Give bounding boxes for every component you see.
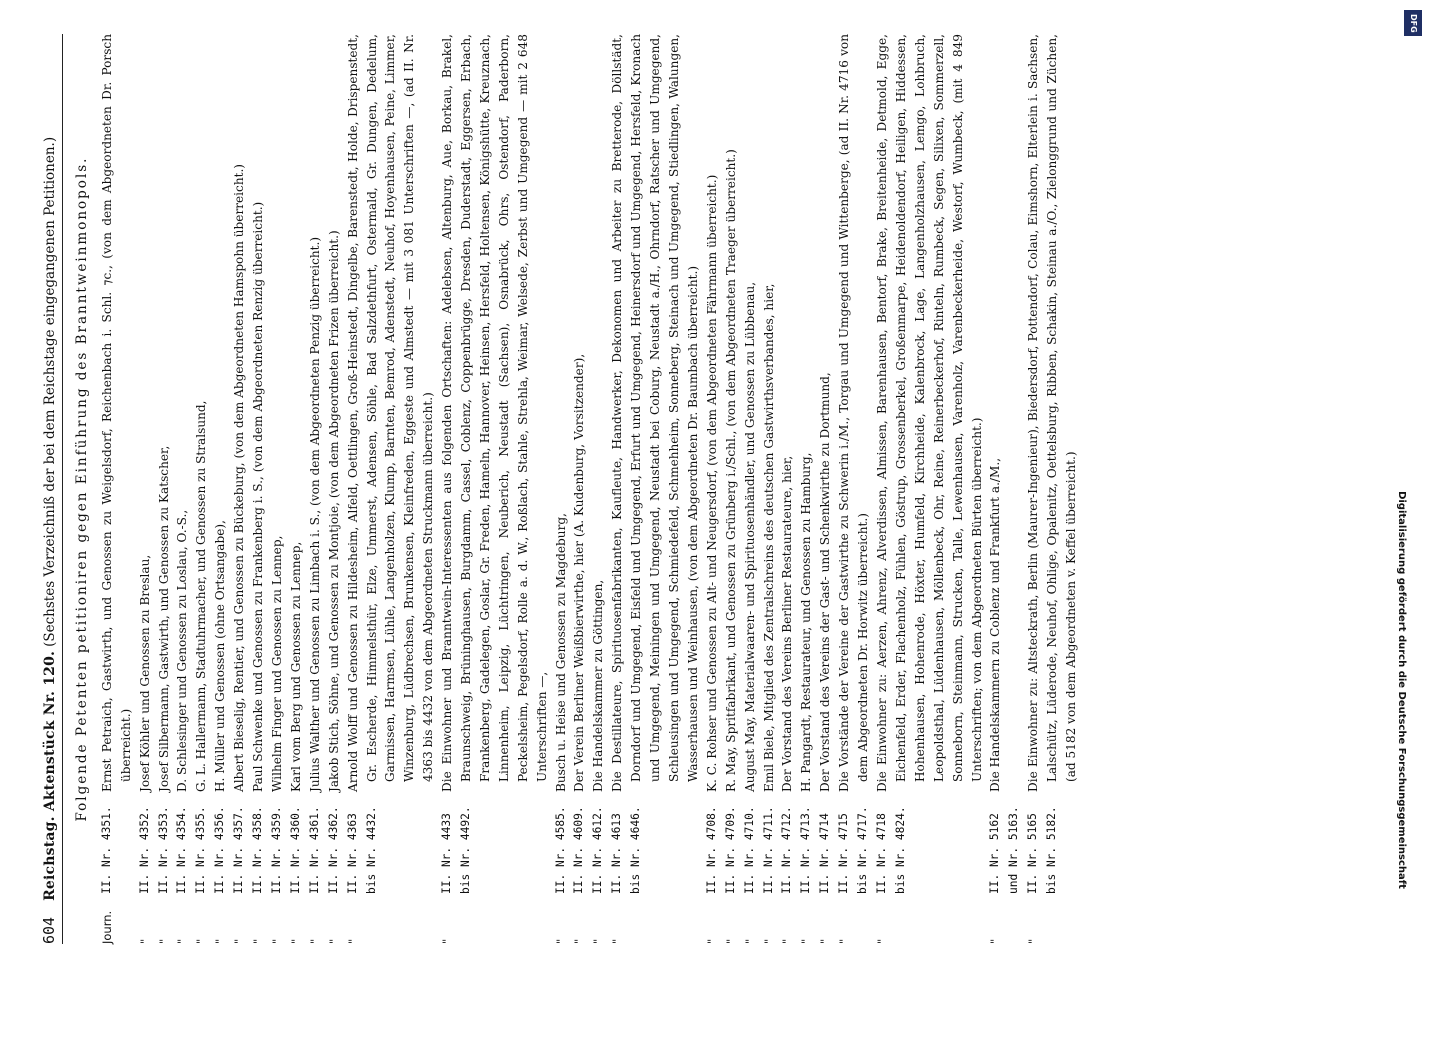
petition-entry bbox=[136, 34, 155, 944]
petition-number: II. Nr. 4351. bbox=[99, 806, 113, 894]
petition-number: II. Nr. 4715 bis Nr. 4717. bbox=[837, 806, 870, 894]
journal-label: " bbox=[818, 938, 833, 944]
petitioner-text: G. L. Hallermann, Stadtuhrmacher, und Genossen zu Stralsund, bbox=[194, 400, 209, 792]
journal-label: Journ. bbox=[99, 910, 114, 944]
page-title: Reichstag. Aktenstück Nr. 120. bbox=[42, 650, 58, 901]
page-number: 604 bbox=[40, 916, 58, 944]
petition-number: II. Nr. 4709. bbox=[723, 806, 737, 894]
petition-entry bbox=[589, 34, 608, 944]
journal-label: " bbox=[232, 938, 247, 944]
journal-label: " bbox=[326, 938, 341, 944]
petition-entry bbox=[211, 34, 230, 944]
journal-label: " bbox=[591, 938, 606, 944]
digitization-watermark bbox=[1396, 0, 1424, 1000]
petitioner-text: Emil Biele, Mitglied des Zentralschreins des deutschen Gastwirthsverbandes, hier, bbox=[761, 283, 776, 792]
petition-number: II. Nr. 4708. bbox=[704, 806, 718, 894]
petition-number: II. Nr. 4355. bbox=[194, 806, 208, 894]
journal-label: " bbox=[874, 938, 889, 944]
journal-label: " bbox=[156, 938, 171, 944]
petitioner-text: Die Einwohner und Branntwein-Interessenten aus folgenden Ortschaften: Adelebsen, Altenburg, Aue, Borkau, Brakel, Braunschweig, Brüninghausen, Burgdamm, Cassel, Coblenz, Coppenbrügge, Dresden, Duderstadt, Eggersen, Erbach, Frankenberg, Gadelegen, Goslar, Gr. Freden, Hameln, Hannover, Heinsen, Hersfeld, Holtensen, Königshütte, Kreuznach, Linnenheim, Leipzig, Lüchtringen, Neuberich, Neustadt (Sachsen), Osnabrück, Ohrs, Ostendorf, Paderborn, Peckelsheim, Pegelsdorf, Rolle a. d. W., Roßlach, Stahle, Strehla, Weimar, Welsede, Zerbst und Umgegend — mit 2 648 Unterschriften —, bbox=[440, 34, 549, 792]
petition-entry bbox=[325, 34, 344, 944]
petition-number: II. Nr. 4612. bbox=[591, 806, 605, 894]
petitioner-text: Arnold Wolff und Genossen zu Hildesheim, Alfeld, Oettlingen, Groß-Heinstedt, Dingelbe, Barenstedt, Holde, Drispenstedt, Gr. Escherde, Himmelsthür, Elze, Ummerst, Adensen, Söhle, Bad Salzdethfurt, Ostermald, Gr. Dungen, Dedelum, Garmissen, Harmsen, Lühle, Langenholzen, Klump, Barnten, Bemrod, Adenstedt, Neuhof, Hoyenhausen, Peine, Limmer, Winzenburg, Lüdbrechsen, Brunkensen, Kleinfreden, Eggeste und Almstedt — mit 3 081 Unterschriften —, (ad II. Nr. 4363 bis 4432 von dem Abgeordneten Struckmann überreicht.) bbox=[345, 34, 436, 792]
journal-label: " bbox=[799, 938, 814, 944]
journal-label: " bbox=[837, 938, 852, 944]
petitioner-text: Der Verein Berliner Weißbierwirthe, hier (A. Kudenburg, Vorsitzender), bbox=[572, 353, 587, 792]
petition-number: II. Nr. 4353. bbox=[156, 806, 170, 894]
petition-number: II. Nr. 4359. bbox=[269, 806, 283, 894]
journal-label: " bbox=[288, 938, 303, 944]
petitioner-text: Jakob Stich, Söhne, und Genossen zu Montjoie, (von dem Abgeordneten Frizen überreicht.) bbox=[326, 230, 341, 792]
petition-entry bbox=[173, 34, 192, 944]
journal-label: " bbox=[137, 938, 152, 944]
petition-entry bbox=[249, 34, 268, 944]
petition-entry bbox=[268, 34, 287, 944]
petition-number: II. Nr. 4718 bis Nr. 4824. bbox=[874, 806, 907, 894]
journal-label: " bbox=[175, 938, 190, 944]
petition-number: II. Nr. 4361. bbox=[307, 806, 321, 894]
petitioner-text: Die Vorstände der Vereine der Gastwirthe zu Schwerin i./M., Torgau und Umgegend und Wittenberge, (ad II. Nr. 4716 von dem Abgeordneten Dr. Horwitz überreicht.) bbox=[837, 34, 871, 792]
petition-number: II. Nr. 4433 bis Nr. 4492. bbox=[440, 806, 473, 894]
petition-entry bbox=[306, 34, 325, 944]
petitioner-text: Josef Silbermann, Gastwirth, und Genossen zu Katscher, bbox=[156, 445, 171, 792]
petitioner-text: Karl vom Berg und Genossen zu Lennep, bbox=[288, 541, 303, 792]
page-subtitle: (Sechstes Verzeichniß der bei dem Reichstage eingegangenen Petitionen.) bbox=[42, 136, 58, 647]
petitioner-text: Die Destillateure, Spirituosenfabrikanten, Kaufleute, Handwerker, Dekonomen und Arbeiter zu Bretterode, Döllstädt, Dorndorf und Umgegend, Eisfeld und Umgegend, Erfurt und Umgegend, Heinersdorf und Umgegend, Hersfeld, Kronach und Umgegend, Meiningen und Umgegend, Neustadt bei Coburg, Neustadt a./H., Ohrndorf, Ratscher und Umgegend, Schleusingen und Umgegend, Schmiedefeld, Schmehheim, Sonneberg, Steinach und Umgegend, Stiedlingen, Walungen, Wasserhausen und Weinhausen, (von dem Abgeordneten Dr. Baumbach überreicht.) bbox=[610, 34, 700, 792]
petition-entry bbox=[741, 34, 760, 944]
journal-label: " bbox=[553, 938, 568, 944]
petition-entry bbox=[760, 34, 779, 944]
petition-entry bbox=[1024, 34, 1081, 944]
petition-entry bbox=[230, 34, 249, 944]
petition-entry bbox=[986, 34, 1024, 944]
journal-label: " bbox=[345, 938, 360, 944]
petition-number: II. Nr. 4352. bbox=[137, 806, 151, 894]
petition-entry bbox=[797, 34, 816, 944]
journal-label: " bbox=[780, 938, 795, 944]
petition-entry bbox=[287, 34, 306, 944]
petition-number: II. Nr. 4358. bbox=[251, 806, 265, 894]
journal-label: " bbox=[1026, 938, 1041, 944]
petitioner-text: Die Einwohner zu: Altsteckrath, Berlin (Maurer-Ingenieur), Biedersdorf, Pottendorf, Colau, Eimshorn, Elterlein i. Sachsen, Lalschütz, Lüderode, Neuhof, Ohlige, Opalenitz, Oettelsburg, Ribben, Schakin, Steinau a./O., Zielonggrund und Züchen, (ad 5182 von dem Abgeordneten v. Keffel überreicht.) bbox=[1026, 34, 1079, 792]
petitioner-text: Die Handelskammer zu Göttingen, bbox=[591, 579, 606, 792]
petition-number: II. Nr. 4710. bbox=[742, 806, 756, 894]
journal-label: " bbox=[723, 938, 738, 944]
petitioner-text: Wilhelm Finger und Genossen zu Lennep, bbox=[269, 535, 284, 792]
journal-label: " bbox=[269, 938, 284, 944]
petition-entry bbox=[608, 34, 703, 944]
petition-entry bbox=[98, 34, 136, 944]
petitioner-text: Paul Schwenke und Genossen zu Frankenberg i. S., (von dem Abgeordneten Renzig überreicht.) bbox=[251, 201, 266, 792]
petitioner-text: August May, Materialwaaren- und Spirituosenhändler, und Genossen zu Lübbenau, bbox=[742, 281, 757, 792]
petition-number: II. Nr. 4354. bbox=[175, 806, 189, 894]
petitioner-text: Der Vorstand des Vereins Berliner Restaurateure, hier, bbox=[780, 455, 795, 792]
journal-label: " bbox=[213, 938, 228, 944]
section-heading: Folgende Petenten petitioniren gegen Einführung des Branntweinmonopols. bbox=[73, 156, 90, 822]
petition-number: II. Nr. 4713. bbox=[799, 806, 813, 894]
petitioner-text: Busch u. Heise und Genossen zu Magdeburg, bbox=[553, 513, 568, 792]
petitioner-text: Die Handelskammern zu Coblenz und Frankfurt a./M., bbox=[988, 457, 1003, 792]
petition-entry bbox=[722, 34, 741, 944]
journal-label: " bbox=[440, 938, 455, 944]
petition-entry bbox=[552, 34, 571, 944]
journal-label: " bbox=[251, 938, 266, 944]
petitioner-text: R. May, Spritfabrikant, und Genossen zu Grünberg i./Schl., (von dem Abgeordneten Traeger überreicht.) bbox=[723, 149, 738, 792]
journal-label: " bbox=[194, 938, 209, 944]
petition-entry bbox=[344, 34, 439, 944]
petition-entry bbox=[192, 34, 211, 944]
journal-label: " bbox=[988, 938, 1003, 944]
petition-number: II. Nr. 5162 und Nr. 5163. bbox=[988, 806, 1021, 894]
petition-number: II. Nr. 4363 bis Nr. 4432. bbox=[345, 806, 378, 894]
petition-number: II. Nr. 4356. bbox=[213, 806, 227, 894]
petitioner-text: D. Schlesinger und Genossen zu Loslau, O.-S., bbox=[175, 509, 190, 792]
petition-number: II. Nr. 4362. bbox=[326, 806, 340, 894]
petitioner-text: Josef Köhler und Genossen zu Breslau, bbox=[137, 554, 152, 792]
petition-number: II. Nr. 4712. bbox=[780, 806, 794, 894]
petition-number: II. Nr. 4714 bbox=[818, 813, 832, 894]
petition-entry bbox=[438, 34, 551, 944]
journal-label: " bbox=[610, 938, 625, 944]
journal-label: " bbox=[572, 938, 587, 944]
petition-list bbox=[98, 34, 1081, 944]
petitioner-text: Ernst Petraich, Gastwirth, und Genossen zu Weigelsdorf, Reichenbach i. Schl. ⁊c., (von dem Abgeordneten Dr. Porsch überreicht.) bbox=[99, 34, 133, 792]
petitioner-text: Der Vorstand des Vereins der Gast- und Schenkwirthe zu Dortmund, bbox=[818, 372, 833, 792]
petitioner-text: Julius Walther und Genossen zu Limbach i. S., (von dem Abgeordneten Penzig überreicht.) bbox=[307, 236, 322, 792]
petition-number: II. Nr. 4711. bbox=[761, 806, 775, 894]
petitioner-text: H. Müller und Genossen (ohne Ortsangabe), bbox=[213, 520, 228, 792]
petitioner-text: Die Einwohner zu: Aerzen, Ahrenz, Alverdissen, Almissen, Barenhausen, Bentorf, Brake, Breitenheide, Detmold, Egge, Eichenfeld, Erder, Flachenholz, Fühlen, Göstrup, Grossenberkel, Großenmarpe, Heidenoldendorf, Heiligen, Hiddessen, Hohenhausen, Hohenrode, Höxter, Humfeld, Kirchheide, Kalenbrock, Lage, Langenholzhausen, Lemgo, Lohbruch, Leopoldsthal, Lüdenhausen, Möllenbeck, Ohr, Reine, Reinerbeckerhof, Rinteln, Rumbeck, Segen, Silixen, Sommerzell, Sonneborn, Steinmann, Strucken, Talle, Lewenhausen, Varenholz, Varenbeckerheide, Westorf, Wumbeck, (mit 4 849 Unterschriften; von dem Abgeordneten Bürten überreicht.) bbox=[874, 34, 984, 792]
petition-entry bbox=[835, 34, 873, 944]
petition-entry bbox=[816, 34, 835, 944]
page-header bbox=[40, 34, 63, 944]
petitioner-text: Albert Bieselig, Rentier, und Genossen zu Bückeburg, (von dem Abgeordneten Hamspohn überreicht.) bbox=[232, 163, 247, 792]
petition-number: II. Nr. 4585. bbox=[553, 806, 567, 894]
petition-entry bbox=[778, 34, 797, 944]
petition-number: II. Nr. 5165 bis Nr. 5182. bbox=[1026, 806, 1059, 894]
petition-entry bbox=[570, 34, 589, 944]
petition-number: II. Nr. 4357. bbox=[232, 806, 246, 894]
petition-entry bbox=[703, 34, 722, 944]
watermark-text: Digitalisierung gefördert durch die Deutsche Forschungsgemeinschaft bbox=[1396, 491, 1407, 889]
petitioner-text: K. C. Rohser und Genossen zu Alt- und Neugersdorf, (von dem Abgeordneten Fährmann überreicht.) bbox=[704, 174, 719, 792]
petition-entry bbox=[155, 34, 174, 944]
petition-number: II. Nr. 4613 bis Nr. 4646. bbox=[610, 806, 643, 894]
journal-label: " bbox=[307, 938, 322, 944]
petitioner-text: H. Pangardt, Restaurateur, und Genossen zu Hamburg, bbox=[799, 452, 814, 792]
petition-entry bbox=[873, 34, 986, 944]
journal-label: " bbox=[704, 938, 719, 944]
petition-number: II. Nr. 4609. bbox=[572, 806, 586, 894]
journal-label: " bbox=[761, 938, 776, 944]
dfg-logo: DFG bbox=[1404, 10, 1422, 36]
journal-label: " bbox=[742, 938, 757, 944]
petition-number: II. Nr. 4360. bbox=[288, 806, 302, 894]
